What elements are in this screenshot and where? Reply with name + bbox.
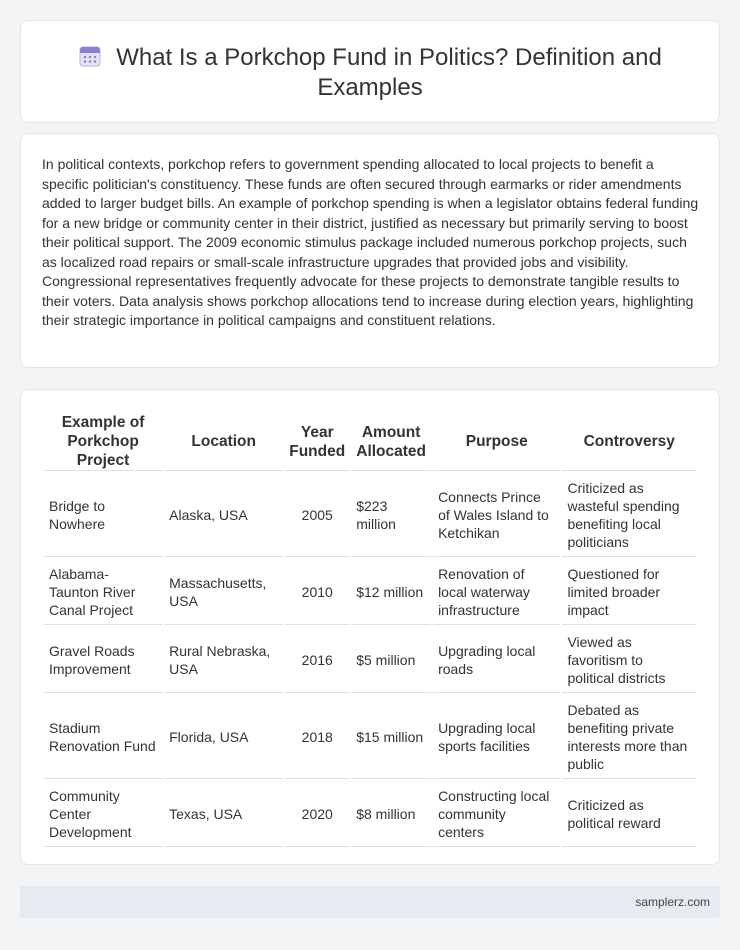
column-header: Controversy — [562, 413, 696, 471]
table-cell-project: Bridge to Nowhere — [44, 473, 162, 557]
table-row — [44, 781, 696, 847]
table-cell-year: 2016 — [285, 627, 349, 693]
column-header: Location — [164, 413, 283, 471]
page-title-wrap — [21, 43, 719, 103]
porkchop-table — [42, 411, 698, 849]
title-card — [20, 20, 720, 123]
table-cell-year: 2010 — [285, 559, 349, 625]
table-row — [44, 559, 696, 625]
table-cell-location: Alaska, USA — [164, 473, 283, 557]
table-cell-purpose: Upgrading local roads — [433, 627, 560, 693]
table-cell-amount: $15 million — [351, 695, 431, 779]
table-cell-year: 2020 — [285, 781, 349, 847]
table-cell-controversy: Viewed as favoritism to political districts — [562, 627, 696, 693]
calendar-icon — [78, 44, 102, 68]
column-header: Example of Porkchop Project — [44, 413, 162, 471]
table-cell-controversy: Debated as benefiting private interests more than public — [562, 695, 696, 779]
table-cell-purpose: Connects Prince of Wales Island to Ketchikan — [433, 473, 560, 557]
table-cell-year: 2018 — [285, 695, 349, 779]
table-header-row — [44, 413, 696, 471]
table-cell-amount: $5 million — [351, 627, 431, 693]
table-cell-purpose: Upgrading local sports facilities — [433, 695, 560, 779]
table-cell-project: Gravel Roads Improvement — [44, 627, 162, 693]
table-cell-purpose: Renovation of local waterway infrastructure — [433, 559, 560, 625]
table-cell-controversy: Questioned for limited broader impact — [562, 559, 696, 625]
table-cell-project: Stadium Renovation Fund — [44, 695, 162, 779]
table-cell-project: Alabama-Taunton River Canal Project — [44, 559, 162, 625]
table-row — [44, 695, 696, 779]
table-cell-location: Florida, USA — [164, 695, 283, 779]
table-cell-controversy: Criticized as political reward — [562, 781, 696, 847]
table-cell-controversy: Criticized as wasteful spending benefiting local politicians — [562, 473, 696, 557]
column-header: Year Funded — [285, 413, 349, 471]
table-cell-year: 2005 — [285, 473, 349, 557]
table-cell-location: Rural Nebraska, USA — [164, 627, 283, 693]
column-header: Amount Allocated — [351, 413, 431, 471]
table-row — [44, 627, 696, 693]
footer-site-link[interactable]: samplerz.com — [635, 895, 710, 909]
footer-bar — [20, 886, 720, 918]
table-card — [20, 389, 720, 865]
table-cell-amount: $8 million — [351, 781, 431, 847]
table-cell-location: Massachusetts, USA — [164, 559, 283, 625]
column-header: Purpose — [433, 413, 560, 471]
intro-card — [20, 133, 720, 368]
table-cell-purpose: Constructing local community centers — [433, 781, 560, 847]
table-cell-amount: $12 million — [351, 559, 431, 625]
table-cell-location: Texas, USA — [164, 781, 283, 847]
table-cell-amount: $223 million — [351, 473, 431, 557]
intro-paragraph: In political contexts, porkchop refers to government spending allocated to local projects to benefit a specific politician's constituency. These funds are often secured through earmarks or rider amendments added to larger budget bills. An example of porkchop spending is when a legislator obtains federal funding for a new bridge or community center in their district, justified as necessary but primarily serving to boost their political support. The 2009 economic stimulus package included numerous porkchop projects, such as localized road repairs or small-scale infrastructure upgrades that provided jobs and visibility. Congressional representatives frequently advocate for these projects to demonstrate tangible results to their voters. Data analysis shows porkchop allocations tend to increase during election years, highlighting their strategic importance in political campaigns and constituent relations. — [42, 156, 699, 328]
page-title: What Is a Porkchop Fund in Politics? Definition and Examples — [116, 44, 662, 101]
table-row — [44, 473, 696, 557]
table-cell-project: Community Center Development — [44, 781, 162, 847]
